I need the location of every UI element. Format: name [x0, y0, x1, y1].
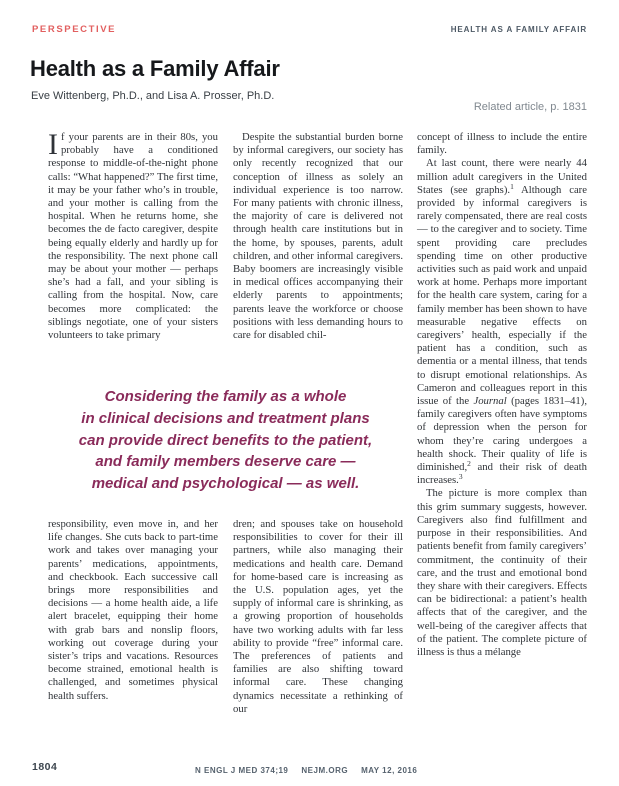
pull-quote-line: in clinical decisions and treatment plans: [81, 409, 370, 427]
pull-quote-line: medical and psychological — as well.: [91, 475, 360, 493]
journal-website: NEJM.ORG: [301, 766, 349, 775]
journal-citation: N ENGL J MED 374;19: [195, 766, 289, 775]
column-1-upper: [48, 128, 218, 342]
reference-2: 2: [467, 459, 471, 469]
paragraph-continuation: responsibility, even move in, and her life changes. She cuts back to part-time work and takes over managing your parents’ medications, appointments, and checkbook. Each successive call brings more responsibilities and decisions — a home health aide, a life alert bracelet, equipping their home with grab bars and nonslip floors, working out coverage during your sister’s trips and vacations. Resources become strained, emotional health is challenged, and sometimes physical health suffers.: [48, 518, 218, 702]
paragraph: The picture is more complex than this grim summary suggests, however. Caregivers also find fulfillment and purpose in their responsibilities. And patients benefit from family caregivers’ commitment, the continuity of their care, and the trust and emotional bond they share with their caregivers. Effects can be bidirectional: a patient’s health affects that of the caregiver, and the well-being of the caregiver affects that of the patient. The complete picture of illness is thus a mélange: [417, 487, 587, 658]
related-article-note: Related article, p. 1831: [473, 101, 587, 113]
column-2-lower: [233, 518, 403, 716]
pull-quote-line: and family members deserve care —: [95, 453, 356, 471]
pull-quote: [48, 386, 403, 495]
article-byline: Eve Wittenberg, Ph.D., and Lisa A. Prosser, Ph.D.: [31, 90, 275, 102]
opening-paragraph-text: f your parents are in their 80s, you probably have a conditioned response to middle-of-the-night phone calls: “What happened?” The first time, it may be your father who’s in trouble, and your mother is calling from the hospital. When he returns home, she becomes the de facto caregiver, despite being equally elderly and hardly up for the responsibility. The next phone call may be about your mother — perhaps she’s had a fall, and your sibling is calling from the hospital. Now, care becomes more complicated: the siblings negotiate, one of your sisters volunteers to take primary: [48, 131, 218, 342]
paragraph-text: and their risk of death increases.: [417, 461, 587, 487]
reference-1: 1: [510, 181, 514, 191]
paragraph-continuation: dren; and spouses take on household responsibilities to cover for their ill partners, while also managing their medications and health care. Demand for home-based care is increasing as the U.S. population ages, yet the supply of informal care is shrinking, as a growing proportion of households have two working adults with far less ability to provide “free” informal care. The preferences of patients and families are also shifting toward informal care. These changing dynamics necessitate a rethinking of our: [233, 518, 403, 715]
paragraph-text: (pages 1831–41), family caregivers often have symptoms of depression when the person for whom they’re caring undergoes a health shock. Their quality of life is diminished,: [417, 395, 587, 474]
reference-3: 3: [458, 472, 463, 482]
column-2-upper: [233, 131, 403, 342]
issue-date: MAY 12, 2016: [361, 766, 418, 775]
column-1-lower: [48, 518, 218, 703]
paragraph-text: At last count, there were nearly 44 million adult caregivers in the United States (see graphs).: [417, 157, 587, 196]
article-title: Health as a Family Affair: [30, 56, 280, 81]
page-number: 1804: [32, 761, 58, 773]
journal-name-italic: Journal: [473, 395, 507, 408]
paragraph-continuation: concept of illness to include the entire family.: [417, 131, 587, 157]
drop-cap: I: [48, 128, 58, 161]
journal-footline: [195, 766, 417, 775]
pull-quote-line: Considering the family as a whole: [104, 388, 347, 405]
section-kicker: PERSPECTIVE: [32, 24, 117, 35]
running-head: HEALTH AS A FAMILY AFFAIR: [450, 25, 587, 34]
opening-paragraph: [48, 128, 218, 342]
paragraph: Despite the substantial burden borne by informal caregivers, our society has only recently recognized that our conception of illness as solely an individual experience is too narrow. For many patients with chronic illness, the majority of care is delivered not through health care institutions but in the home, by spouses, parents, adult children, and other informal caregivers. Baby boomers are increasingly visible in medical offices accompanying their elderly parents to appointments; parents leave the workforce or choose positions with less demanding hours to care for disabled chil-: [233, 131, 403, 342]
paragraph-text: Although care provided by informal caregivers is rarely compensated, there are real costs — to the caregiver and to society. Time spent providing care precludes spending time on other productive activities such as paid work and unpaid work at home. Perhaps more important for the health care system, caring for a family member has been shown to have measurable negative effects on caregivers’ health, especially if the patient has a condition, such as dementia or a mental illness, that tends to disrupt emotional relationships. As Cameron and colleagues report in this issue of the: [417, 183, 587, 408]
column-3: [417, 131, 587, 659]
paragraph: [417, 157, 587, 487]
pull-quote-line: can provide direct benefits to the patient,: [78, 431, 373, 449]
